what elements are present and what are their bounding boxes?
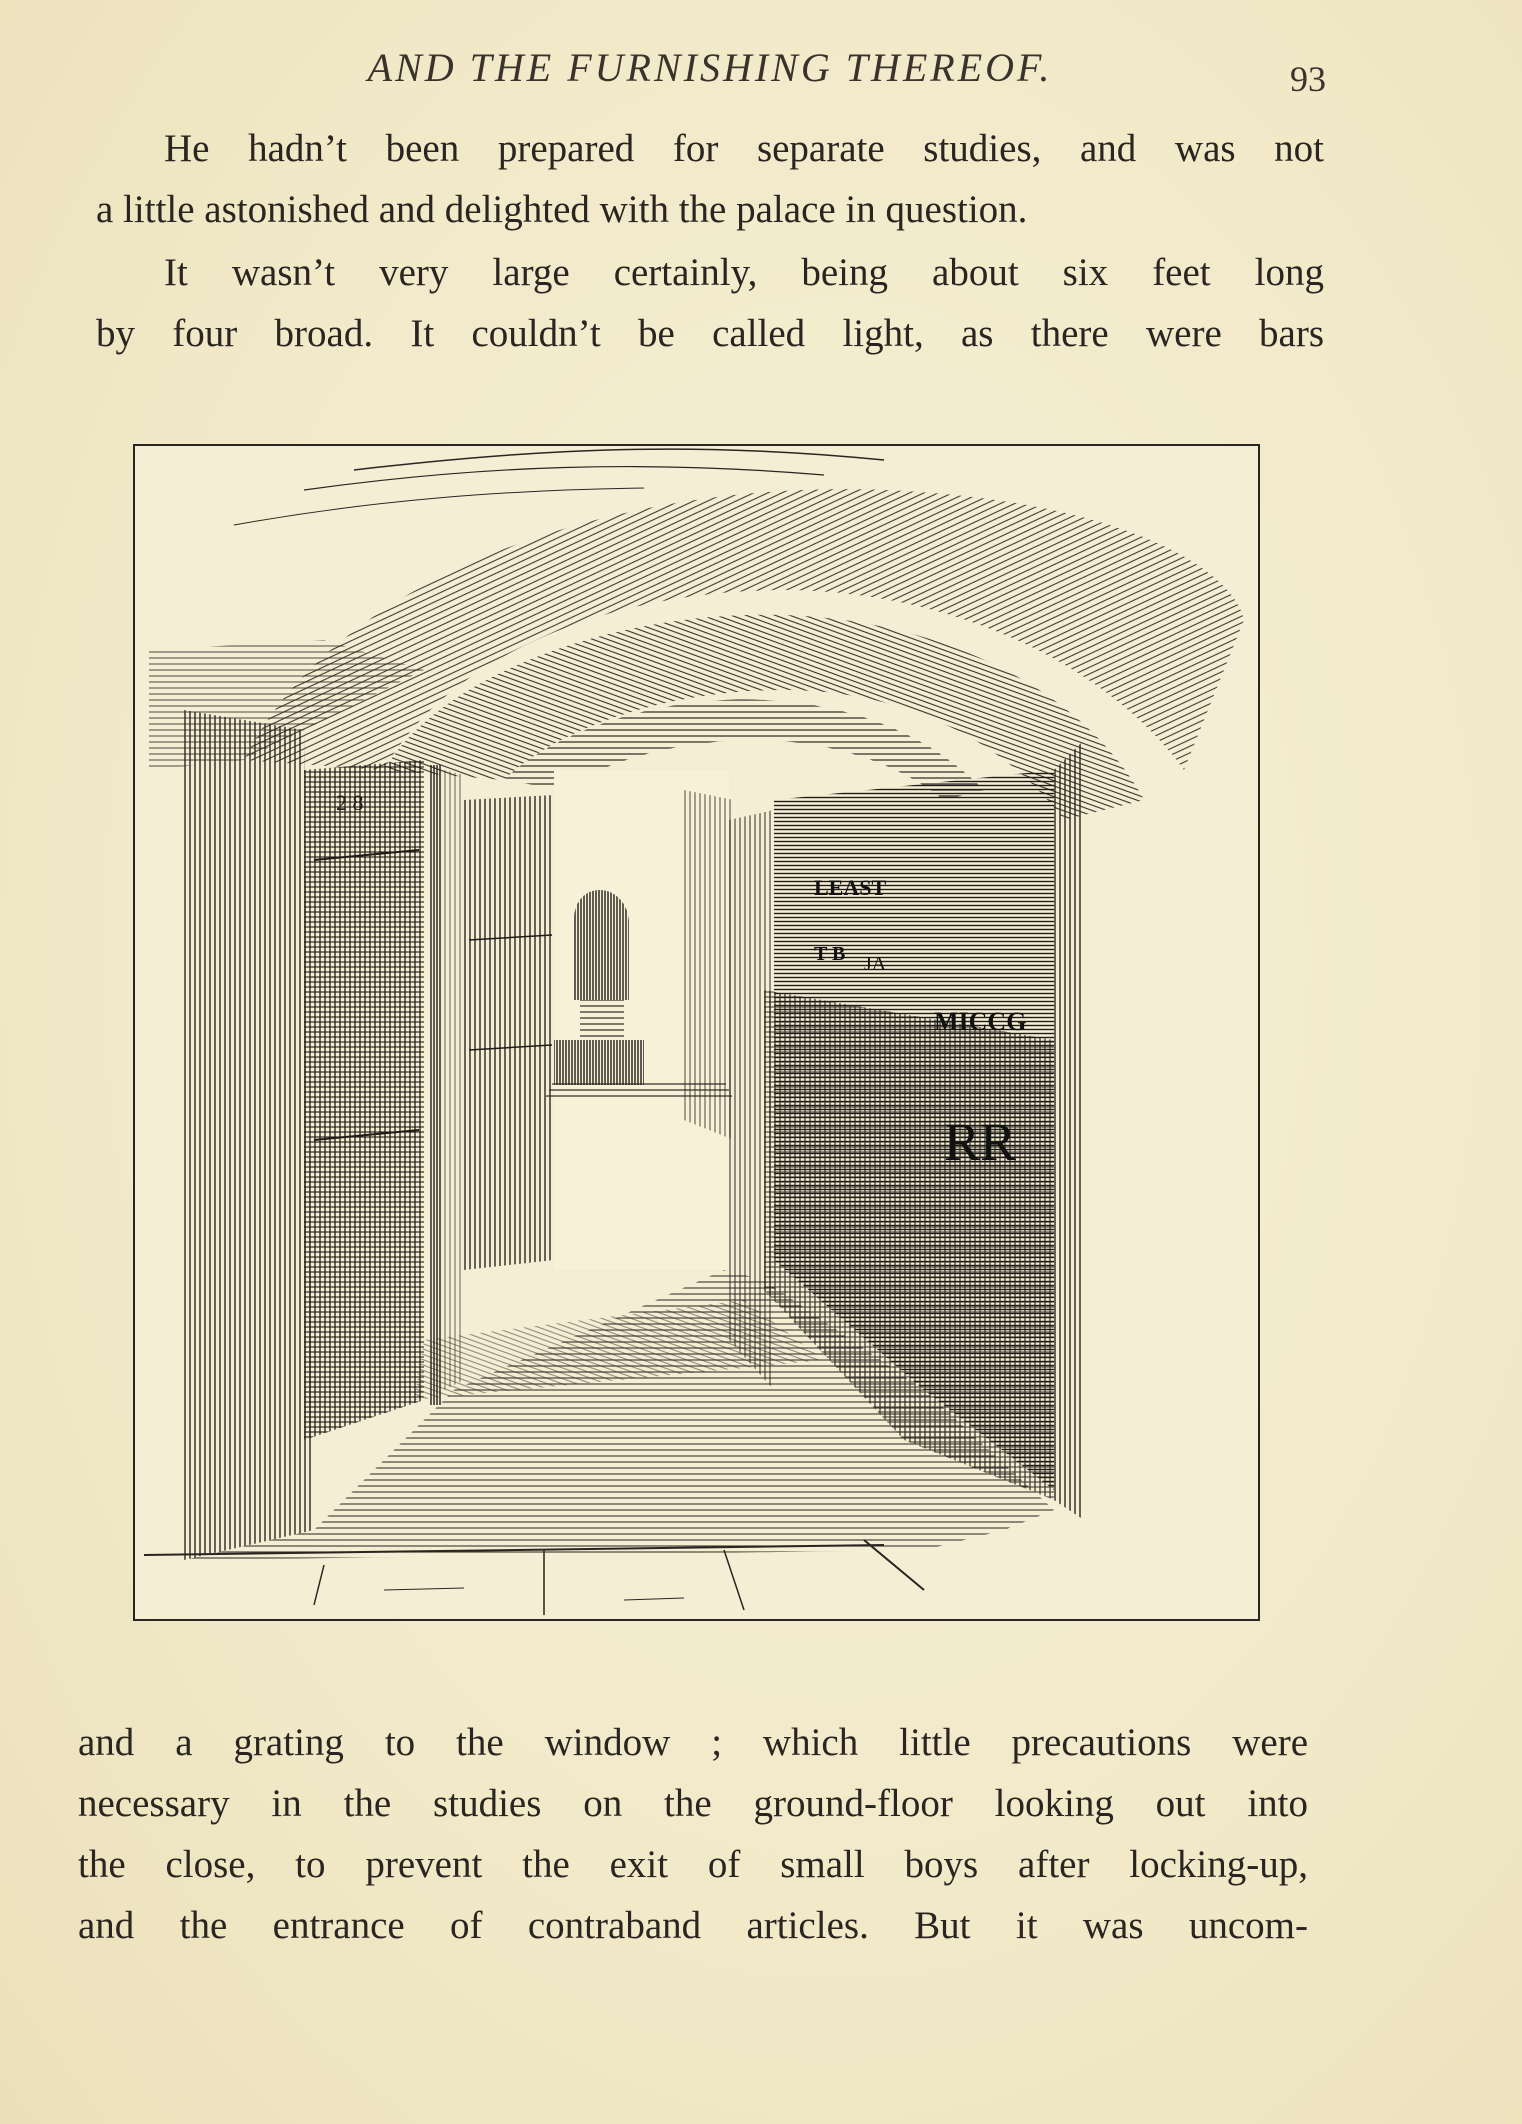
text-line: necessary in the studies on the ground-floor looking out into — [78, 1782, 1308, 1825]
paragraph-2 — [96, 242, 1324, 364]
running-head: AND THE FURNISHING THEREOF. — [367, 45, 1053, 90]
paragraph-1 — [96, 118, 1324, 240]
text-line: He hadn’t been prepared for separate studies, and was not — [164, 127, 1324, 170]
wall-inscription: T B — [814, 943, 846, 965]
paragraph-3 — [78, 1712, 1308, 1956]
text-line: It wasn’t very large certainly, being about six feet long — [164, 251, 1324, 294]
text-line: a little astonished and delighted with the palace in question. — [96, 188, 1028, 231]
corridor-engraving — [124, 440, 1262, 1624]
page-number: 93 — [1290, 59, 1326, 99]
wall-inscription: MICCG — [934, 1007, 1027, 1036]
door-number: 2 8 — [336, 790, 364, 815]
wall-inscription: RR — [944, 1112, 1017, 1172]
text-line: and the entrance of contraband articles. But it was uncom- — [78, 1904, 1308, 1947]
text-line: the close, to prevent the exit of small boys after locking-up, — [78, 1843, 1308, 1886]
wall-inscription: JA — [864, 953, 887, 975]
text-line: by four broad. It couldn’t be called light, as there were bars — [96, 312, 1324, 355]
text-line: and a grating to the window ; which little precautions were — [78, 1721, 1308, 1764]
wall-inscription: LEAST — [814, 875, 887, 900]
